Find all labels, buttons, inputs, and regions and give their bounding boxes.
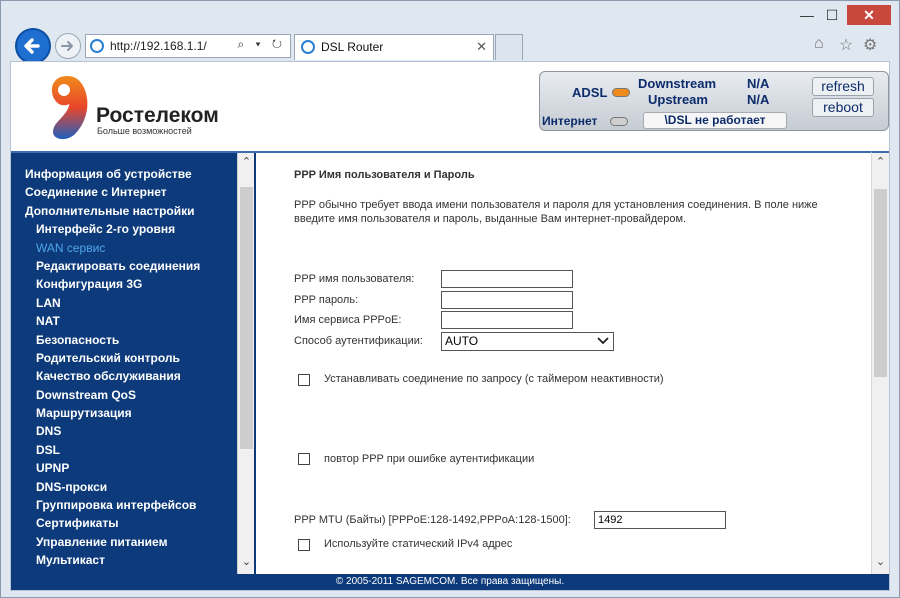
scroll-down-icon[interactable]: ⌄ [241,556,252,568]
scroll-down-icon[interactable]: ⌄ [875,556,886,568]
tab-title: DSL Router [321,40,384,54]
upstream-value: N/A [747,92,770,107]
sidebar-menu [25,165,235,570]
sidebar-item[interactable]: DNS-прокси [36,479,108,494]
upstream-label: Upstream [648,92,708,107]
forward-button[interactable] [55,33,81,59]
sidebar-item[interactable]: Сертификаты [36,516,119,531]
sidebar-item[interactable]: Информация об устройстве [25,167,192,181]
service-name-field[interactable] [441,311,573,329]
auth-method-select[interactable] [441,332,614,351]
static-ipv4-checkbox[interactable] [298,539,310,551]
sidebar-item[interactable]: NAT [36,314,60,329]
maximize-button[interactable]: ☐ [825,7,839,23]
chevron-down-icon [597,333,609,349]
close-window-button[interactable]: ✕ [847,5,891,25]
sidebar-item[interactable]: Соединение с Интернет [25,185,167,200]
retry-auth-label: повтор PPP при ошибке аутентификации [324,453,535,465]
brand-name: Ростелеком [96,104,219,127]
page-title: PPP Имя пользователя и Пароль [294,169,475,181]
password-label: PPP пароль: [294,294,359,306]
internet-led-icon [610,117,628,126]
brand-tagline: Больше возможностей [97,126,192,136]
username-field[interactable] [441,270,573,288]
gear-icon[interactable]: ⚙ [863,37,878,54]
refresh-button[interactable]: refresh [812,77,874,96]
internet-label: Интернет [542,114,598,128]
sidebar-item[interactable]: Редактировать соединения [36,258,201,273]
sidebar-item[interactable]: UPNP [36,461,70,476]
downstream-value: N/A [747,76,770,91]
sidebar-item[interactable]: Интерфейс 2-го уровня [36,222,176,237]
page-description: PPP обычно требует ввода имени пользователя и пароля для установления соединения. В поле ниже введите имя пользователя и пароль, выданные Вам интернет-провайдером. [294,199,818,225]
sidebar-item[interactable]: LAN [36,295,61,310]
arrow-left-icon [17,30,49,62]
auth-method-label: Способ аутентификации: [294,335,423,347]
sidebar-item[interactable]: Безопасность [36,332,120,347]
username-label: PPP имя пользователя: [294,273,415,285]
sidebar-item[interactable]: Мультикаст [36,553,105,568]
sidebar-item[interactable]: Маршрутизация [36,406,132,421]
sidebar-item[interactable]: Downstream QoS [36,387,137,402]
retry-auth-checkbox[interactable] [298,453,310,465]
sidebar-item[interactable]: Дополнительные настройки [25,203,195,218]
scroll-up-icon[interactable]: ⌃ [241,156,252,168]
adsl-label: ADSL [572,85,608,100]
service-name-label: Имя сервиса PPPoE: [294,314,402,326]
dial-on-demand-label: Устанавливать соединение по запросу (с таймером неактивности) [324,373,664,385]
downstream-label: Downstream [638,76,717,91]
page-footer: © 2005-2011 SAGEMCOM. Все права защищены. [11,574,889,590]
connection-status-panel [539,71,889,131]
main-content [256,151,871,574]
address-text: http://192.168.1.1/ [110,39,207,53]
ie-logo-icon [301,40,315,54]
sidebar-item[interactable]: Группировка интерфейсов [36,498,197,513]
sidebar-item[interactable]: Качество обслуживания [36,369,181,384]
mtu-label: PPP MTU (Байты) [PPPoE:128-1492,PPPoA:128-1500]: [294,514,571,526]
sidebar-item[interactable]: Конфигурация 3G [36,277,143,292]
page-viewport [10,61,890,591]
star-icon[interactable]: ☆ [839,37,854,54]
ie-logo-icon [90,39,104,53]
home-icon[interactable]: ⌂ [814,35,824,52]
address-tools-icon[interactable]: ⌕ ▾ ↻ [237,37,286,51]
reboot-button[interactable]: reboot [812,98,874,117]
back-button[interactable] [15,28,51,64]
sidebar-item[interactable]: Родительский контроль [36,350,180,365]
browser-titlebar [1,1,899,63]
tab-close-icon[interactable]: ✕ [476,39,487,54]
content-scrollbar[interactable] [871,151,889,574]
sidebar-item[interactable]: DNS [36,424,62,439]
sidebar-scroll-thumb[interactable] [240,187,253,449]
minimize-button[interactable]: — [800,7,814,23]
sidebar-item[interactable]: Управление питанием [36,534,168,549]
scroll-up-icon[interactable]: ⌃ [875,156,886,168]
adsl-led-icon [612,88,630,97]
static-ipv4-label: Используйте статический IPv4 адрес [324,538,513,550]
tab-dsl-router[interactable] [294,34,494,60]
address-bar[interactable] [85,34,291,58]
page-header [11,62,889,151]
mtu-field[interactable] [594,511,726,529]
new-tab-button[interactable] [495,34,523,60]
sidebar-nav [11,151,256,574]
status-message: \DSL не работает [643,112,787,129]
arrow-right-icon [56,34,80,58]
sidebar-item[interactable]: WAN сервис [36,240,106,255]
sidebar-item[interactable]: DSL [36,442,60,457]
auth-method-value: AUTO [445,334,479,348]
sidebar-scrollbar[interactable] [237,153,254,574]
content-scroll-thumb[interactable] [874,189,887,377]
password-field[interactable] [441,291,573,309]
dial-on-demand-checkbox[interactable] [298,374,310,386]
rostelecom-logo-icon [45,70,95,142]
